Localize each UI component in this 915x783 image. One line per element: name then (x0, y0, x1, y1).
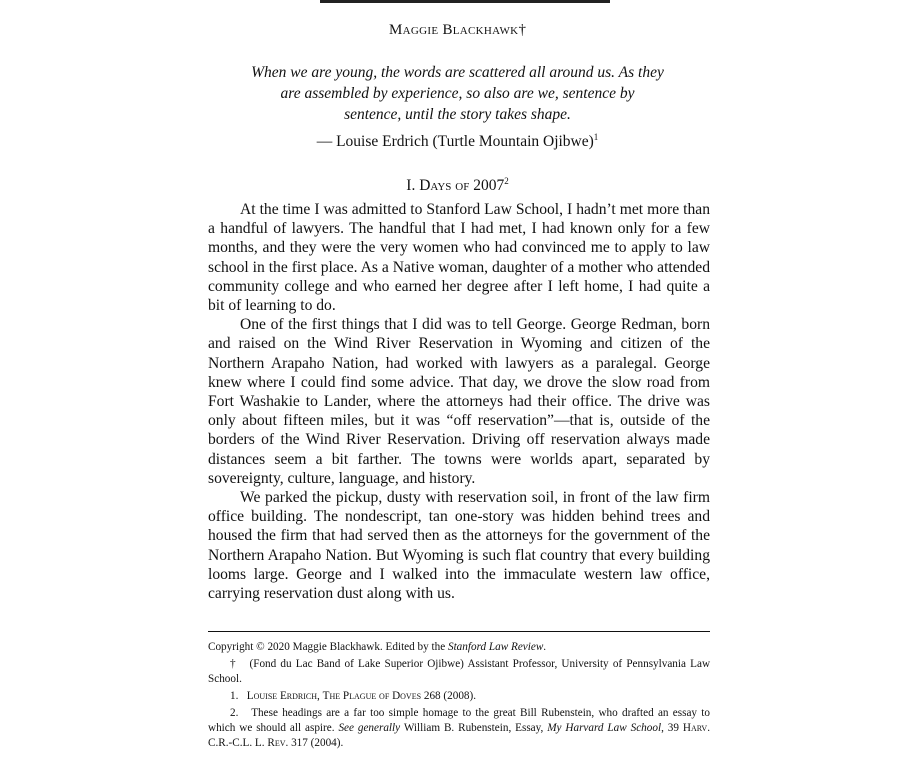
copyright-journal: Stanford Law Review (447, 641, 544, 653)
footnote-dagger-text: (Fond du Lac Band of Lake Superior Ojibwe) Assistant Professor, University of Pennsylvania Law School. (208, 658, 711, 685)
copyright-text: Copyright © 2020 Maggie Blackhawk. Edited by the (208, 641, 448, 653)
body-paragraph-3: We parked the pickup, dusty with reservation soil, in front of the law firm office building. The nondescript, tan one-story was hidden behind trees and housed the firm that had served then as the attorneys for the government of the Northern Arapaho Nation. But Wyoming is such flat country that every building looms large. George and I walked into the immaculate western law office, carrying reservation dust along with us. (208, 489, 710, 603)
footnote-1-number: 1. (230, 690, 239, 702)
body-paragraph-2: One of the first things that I did was to tell George. George Redman, born and raised on the Wind River Reservation in Wyoming and citizen of the Northern Arapaho Nation, had worked with lawyers as a paralegal. George knew where I could find some advice. That day, we drove the slow road from Fort Washakie to Lander, where the attorneys had their office. The drive was only about fifteen miles, but it was “off reservation”—that is, outside of the borders of the Wind River Reservation. Driving off reservation always made distances seem a bit farther. The towns were worlds apart, separated by sovereignty, culture, language, and history. (208, 316, 710, 487)
epigraph-attribution (0, 133, 915, 151)
cropped-title-fragment (320, 0, 610, 3)
footnote-dagger (208, 657, 710, 687)
body-paragraph-1: At the time I was admitted to Stanford Law School, I hadn’t met more than a handful of lawyers. The handful that I had met, I had known only for a few months, and they were the very women who had convinced me to apply to law school in the first place. As a Native woman, daughter of a mother who attended community college and who earned her degree after I left home, I had quite a bit of learning to do. (208, 201, 710, 315)
footnote-2-number: 2. (230, 707, 239, 719)
footnote-2-text: These headings are a far too simple homage to the great Bill Rubenstein, who drafted an essay to which we should all aspire. (208, 707, 711, 734)
author-dagger: † (518, 22, 526, 38)
footnote-2-cite-c: 317 (2004). (288, 737, 344, 749)
copyright-note (208, 640, 710, 655)
section-heading-text: I. Days of 2007 (406, 177, 505, 194)
footnote-2-journal: Harv. C.R.-C.L. L. Rev. (208, 722, 710, 749)
footnote-1 (208, 689, 710, 704)
footnote-marker-2[interactable]: 2 (504, 175, 509, 186)
footnote-divider (208, 631, 710, 632)
epigraph-attribution-text: — Louise Erdrich (Turtle Mountain Ojibwe) (316, 133, 594, 150)
footnote-2-cite-b: , 39 (661, 722, 683, 734)
footnote-2 (208, 706, 710, 751)
author-line (0, 22, 915, 39)
section-heading (0, 177, 915, 195)
author-name: Maggie Blackhawk (389, 22, 519, 38)
footnote-marker-1[interactable]: 1 (593, 131, 599, 142)
footnote-1-rest: 268 (2008). (421, 690, 477, 702)
footnotes (208, 640, 710, 753)
footnote-dagger-mark: † (230, 658, 237, 670)
copyright-suffix: . (543, 641, 547, 653)
footnote-2-cite-a: William B. Rubenstein, Essay, (400, 722, 548, 734)
footnote-2-signal: See generally (338, 722, 401, 734)
footnote-1-sep: , (317, 690, 323, 702)
footnote-1-author: Louise Erdrich (246, 690, 318, 702)
footnote-1-title: The Plague of Doves (322, 690, 422, 702)
epigraph-quote: When we are young, the words are scattered all around us. As they are assembled by experience, so also are we, sentence by sentence, until the story takes shape. (251, 64, 664, 123)
footnote-2-cite-title: My Harvard Law School (547, 722, 662, 734)
body-text (208, 200, 710, 603)
